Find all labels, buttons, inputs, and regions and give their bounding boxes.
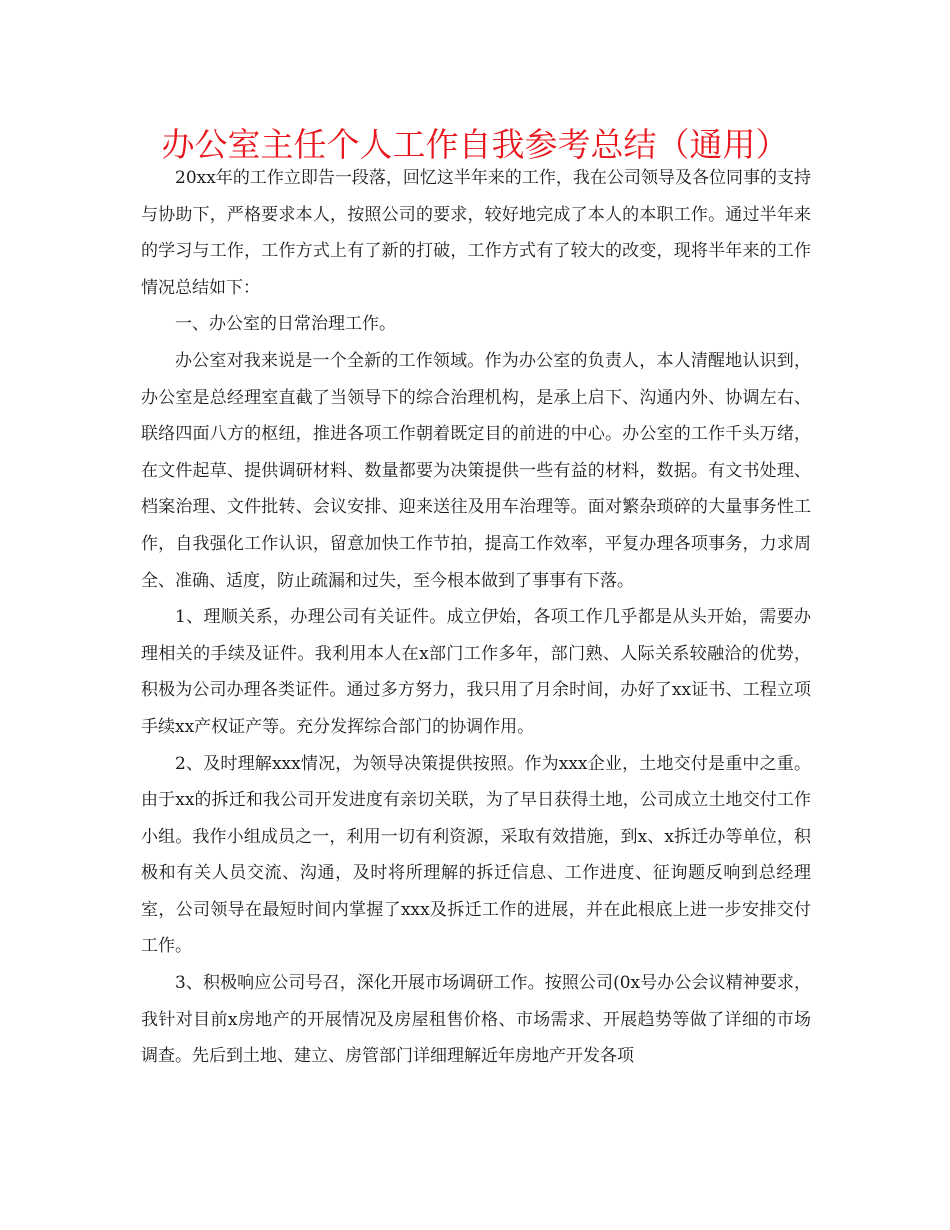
body-paragraph: 1、理顺关系，办理公司有关证件。成立伊始，各项工作几乎都是从头开始，需要办理相关的手续及证件。我利用本人在x部门工作多年，部门熟、人际关系较融洽的优势，积极为公司办理各类证件。通过多方努力，我只用了月余时间，办好了xx证书、工程立项手续xx产权证产等。充分发挥综合部门的协调作用。 (141, 607, 811, 737)
body-paragraph: 办公室对我来说是一个全新的工作领域。作为办公室的负责人，本人清醒地认识到，办公室是总经理室直截了当领导下的综合治理机构，是承上启下、沟通内外、协调左右、联络四面八方的枢纽，推进各项工作朝着既定目的前进的中心。办公室的工作千头万绪，在文件起草、提供调研材料、数量都要为决策提供一些有益的材料，数据。有文书处理、档案治理、文件批转、会议安排、迎来送往及用车治理等。面对繁杂琐碎的大量事务性工作，自我强化工作认识，留意加快工作节拍，提高工作效率，平复办理各项事务，力求周全、准确、适度，防止疏漏和过失，至今根本做到了事事有下落。 (141, 350, 811, 591)
body-paragraph: 3、积极响应公司号召，深化开展市场调研工作。按照公司(0x号办公会议精神要求，我针对目前x房地产的开展情况及房屋租售价格、市场需求、开展趋势等做了详细的市场调查。先后到土地、建立、房管部门详细理解近年房地产开发各项 (141, 973, 811, 1067)
body-paragraph: 2、及时理解xxx情况，为领导决策提供按照。作为xxx企业，土地交付是重中之重。由于xx的拆迁和我公司开发进度有亲切关联，为了早日获得土地，公司成立土地交付工作小组。我作小组成员之一，利用一切有利资源，采取有效措施，到x、x拆迁办等单位，积极和有关人员交流、沟通，及时将所理解的拆迁信息、工作进度、征询题反响到总经理室，公司领导在最短时间内掌握了xxx及拆迁工作的进展，并在此根底上进一步安排交付工作。 (141, 753, 811, 957)
section-heading: 一、办公室的日常治理工作。 (175, 314, 396, 335)
document-body (141, 160, 811, 1075)
intro-paragraph: 20xx年的工作立即告一段落，回忆这半年来的工作，我在公司领导及各位同事的支持与协助下，严格要求本人，按照公司的要求，较好地完成了本人的本职工作。通过半年来的学习与工作，工作方式上有了新的打破，工作方式有了较大的改变，现将半年来的工作情况总结如下： (141, 168, 811, 298)
document-title: 办公室主任个人工作自我参考总结（通用） (161, 125, 789, 164)
